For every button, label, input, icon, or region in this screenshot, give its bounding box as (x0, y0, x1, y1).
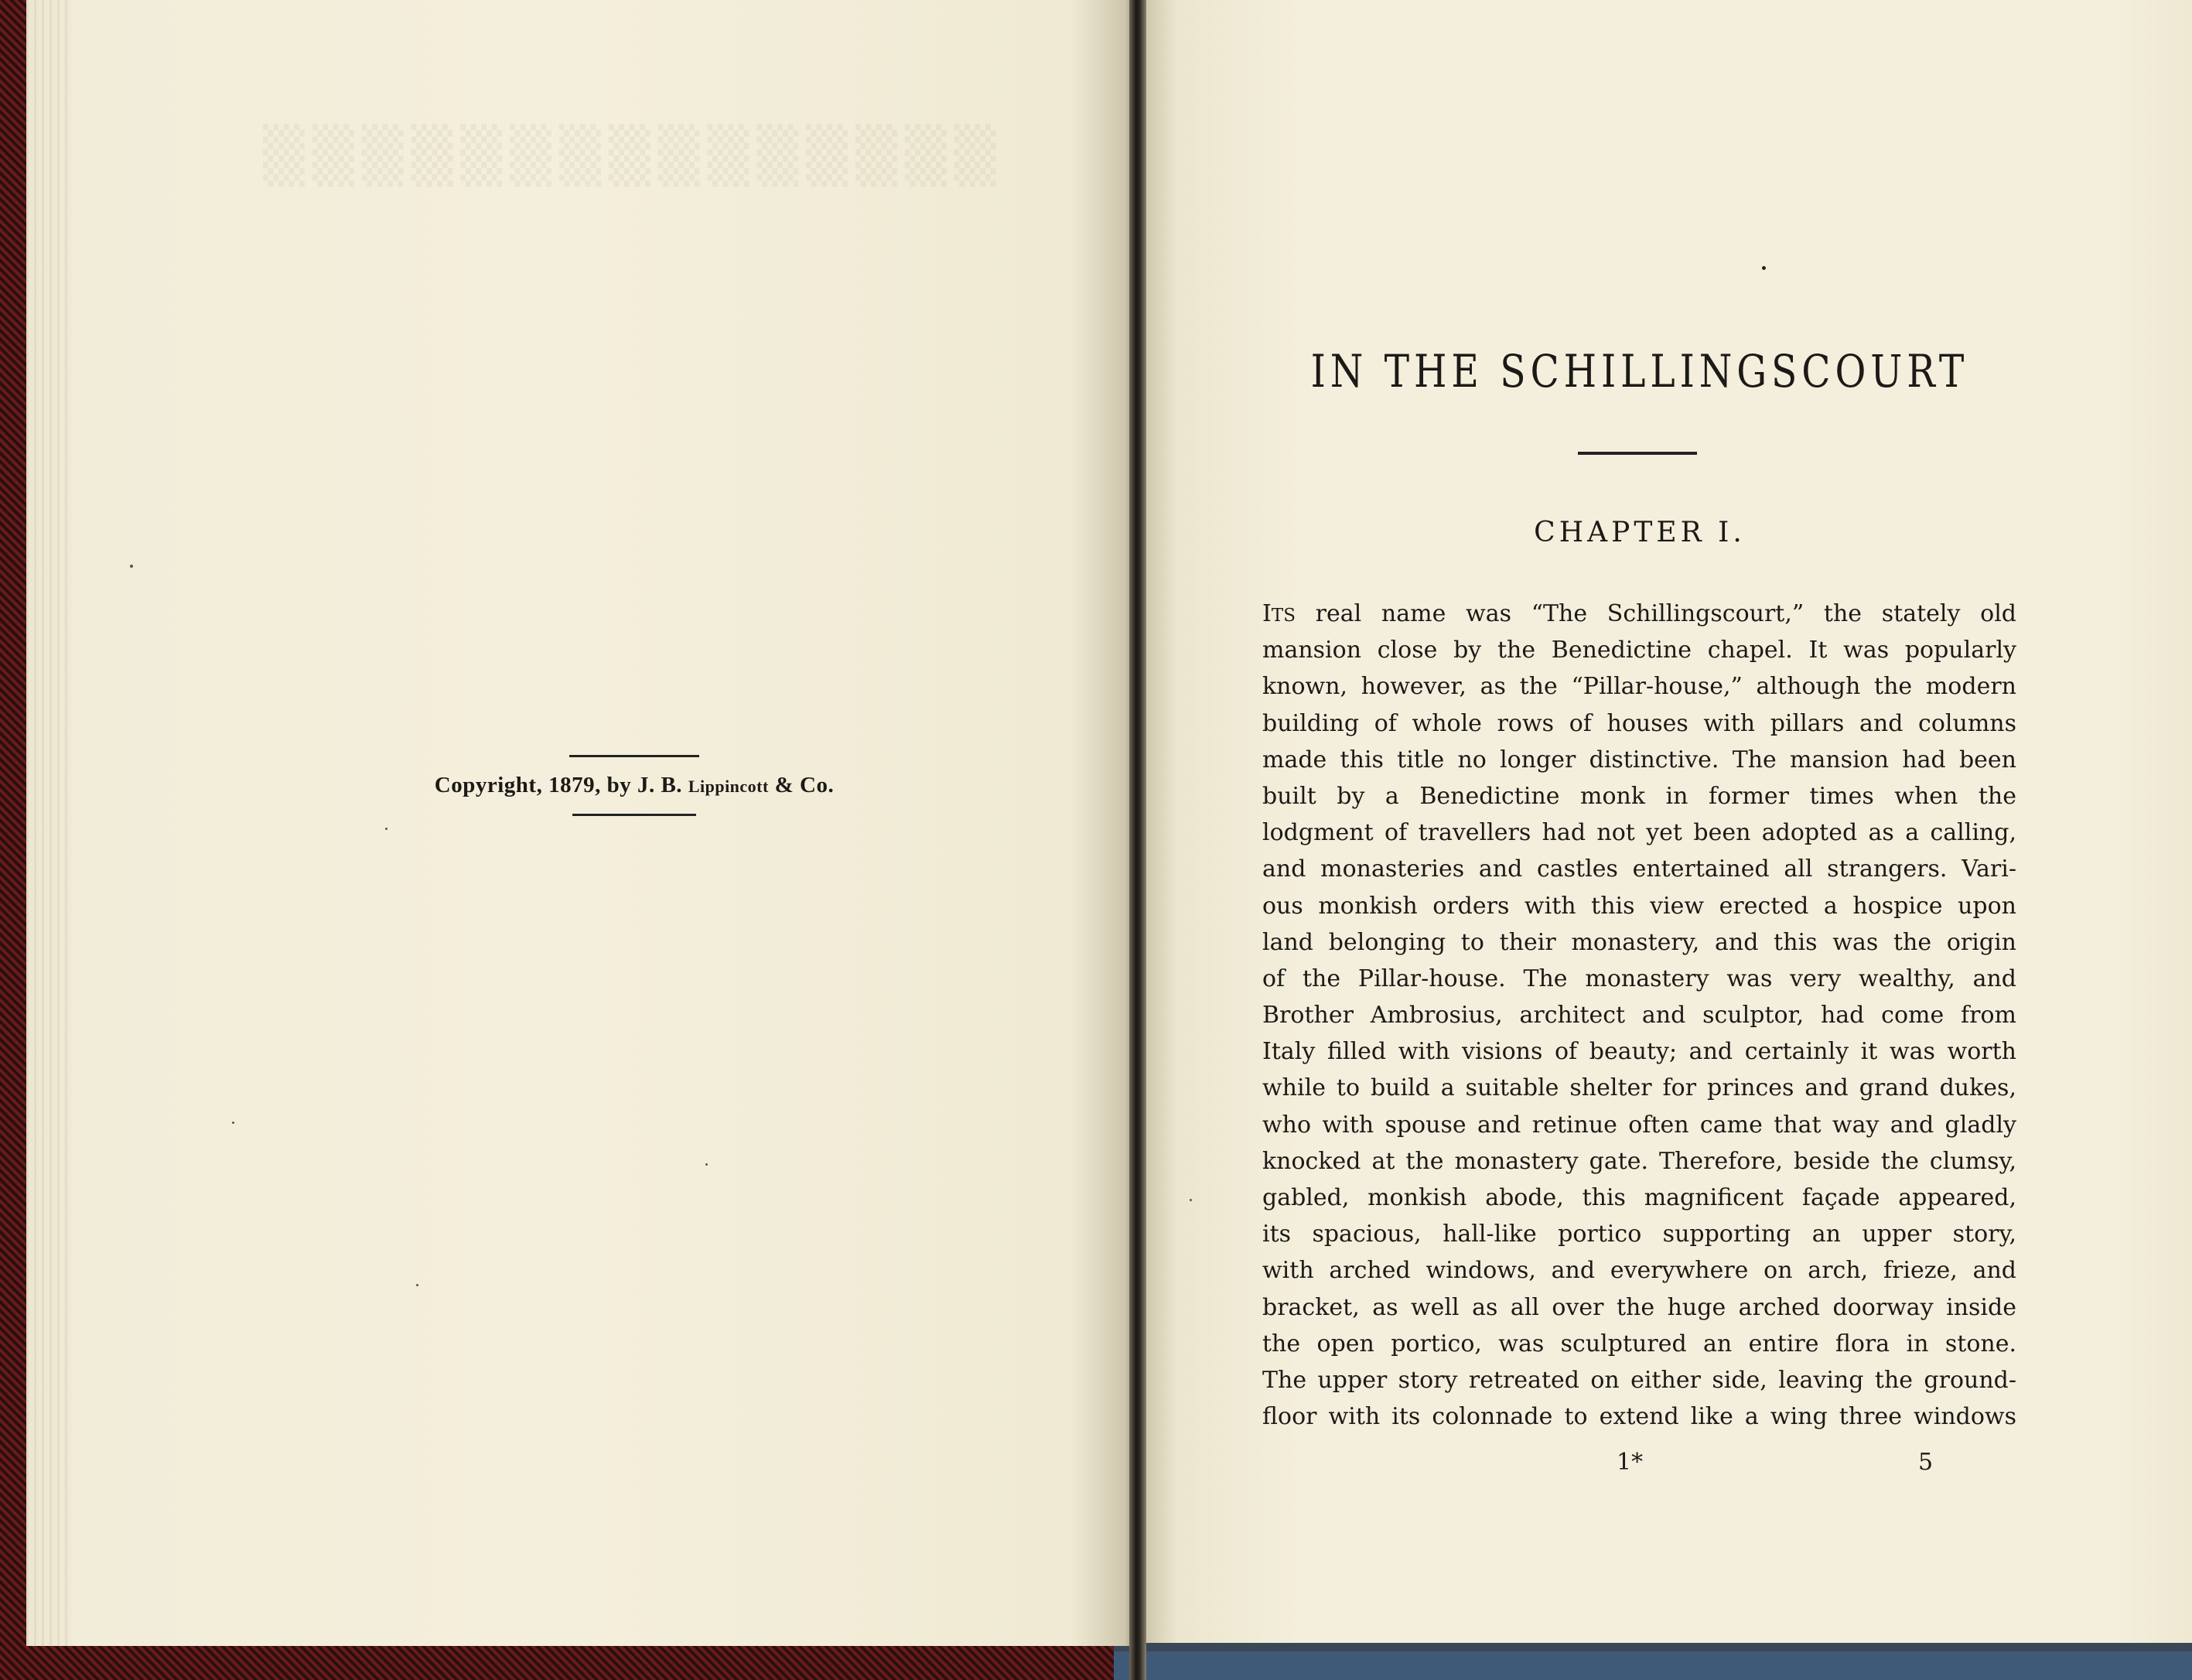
text-line: floor with its colonnade to extend like a wing three windows (1262, 1403, 2016, 1431)
text-line: Brother Ambrosius, architect and sculptor, had come from (1262, 1002, 2016, 1030)
text-line: land belonging to their monastery, and this was the origin (1262, 928, 2016, 956)
chapter-body (1262, 596, 2016, 1435)
page-number: 5 (1918, 1449, 1934, 1476)
paper-speck (232, 1122, 234, 1124)
copyright-notice: Copyright, 1879, by J. B. Lippincott & Co. (434, 773, 835, 797)
paper-speck (705, 1163, 708, 1166)
paper-speck (416, 1284, 418, 1286)
chapter-heading: CHAPTER I. (1534, 517, 1746, 548)
text-line: who with spouse and retinue often came that way and gladly (1262, 1111, 2016, 1139)
show-through-text: ▒▒▒▒▒▒▒▒▒▒▒▒▒▒▒ (263, 124, 1004, 187)
text-line: gabled, monkish abode, this magnificent façade appeared, (1262, 1184, 2016, 1211)
page-edges (26, 0, 73, 1646)
text-line: the open portico, was sculptured an entire flora in stone. (1262, 1330, 2016, 1357)
book-gutter (1129, 0, 1146, 1680)
text-line: The upper story retreated on either side, leaving the ground- (1262, 1366, 2016, 1394)
copyright-rule-top (569, 755, 699, 757)
title-rule (1578, 452, 1697, 455)
text-line: of the Pillar-house. The monastery was very wealthy, and (1262, 965, 2016, 992)
left-page (26, 0, 1139, 1646)
text-line-1: ITS real name was “The Schillingscourt,” the stately old (1262, 600, 2016, 627)
text-line: made this title no longer distinctive. The mansion had been (1262, 746, 2016, 773)
text-line: bracket, as well as all over the huge arched doorway inside (1262, 1293, 2016, 1321)
text-line: building of whole rows of houses with pillars and columns (1262, 709, 2016, 737)
text-line: while to build a suitable shelter for princes and grand dukes, (1262, 1074, 2016, 1102)
text-line: known, however, as the “Pillar-house,” although the modern (1262, 673, 2016, 701)
paper-speck (130, 565, 133, 568)
text-line: mansion close by the Benedictine chapel. It was popularly (1262, 637, 2016, 664)
text-line: knocked at the monastery gate. Therefore, beside the clumsy, (1262, 1147, 2016, 1175)
text-line: built by a Benedictine monk in former times when the (1262, 782, 2016, 810)
copyright-rule-bottom (572, 814, 696, 816)
text-line: Italy filled with visions of beauty; and certainly it was worth (1262, 1038, 2016, 1066)
text-line: its spacious, hall-like portico supporting an upper story, (1262, 1221, 2016, 1248)
book-title: IN THE SCHILLINGSCOURT (1310, 345, 1969, 398)
paper-speck (1190, 1199, 1192, 1201)
text-line: lodgment of travellers had not yet been adopted as a calling, (1262, 819, 2016, 847)
text-line: ous monkish orders with this view erected a hospice upon (1262, 892, 2016, 920)
scanner-background (1114, 1651, 2192, 1680)
paper-speck (1762, 266, 1766, 270)
text-line: with arched windows, and everywhere on arch, frieze, and (1262, 1257, 2016, 1285)
text-line: and monasteries and castles entertained all strangers. Vari- (1262, 855, 2016, 883)
signature-mark: 1* (1617, 1449, 1644, 1476)
copyright-block (394, 755, 874, 816)
paper-speck (385, 828, 388, 830)
